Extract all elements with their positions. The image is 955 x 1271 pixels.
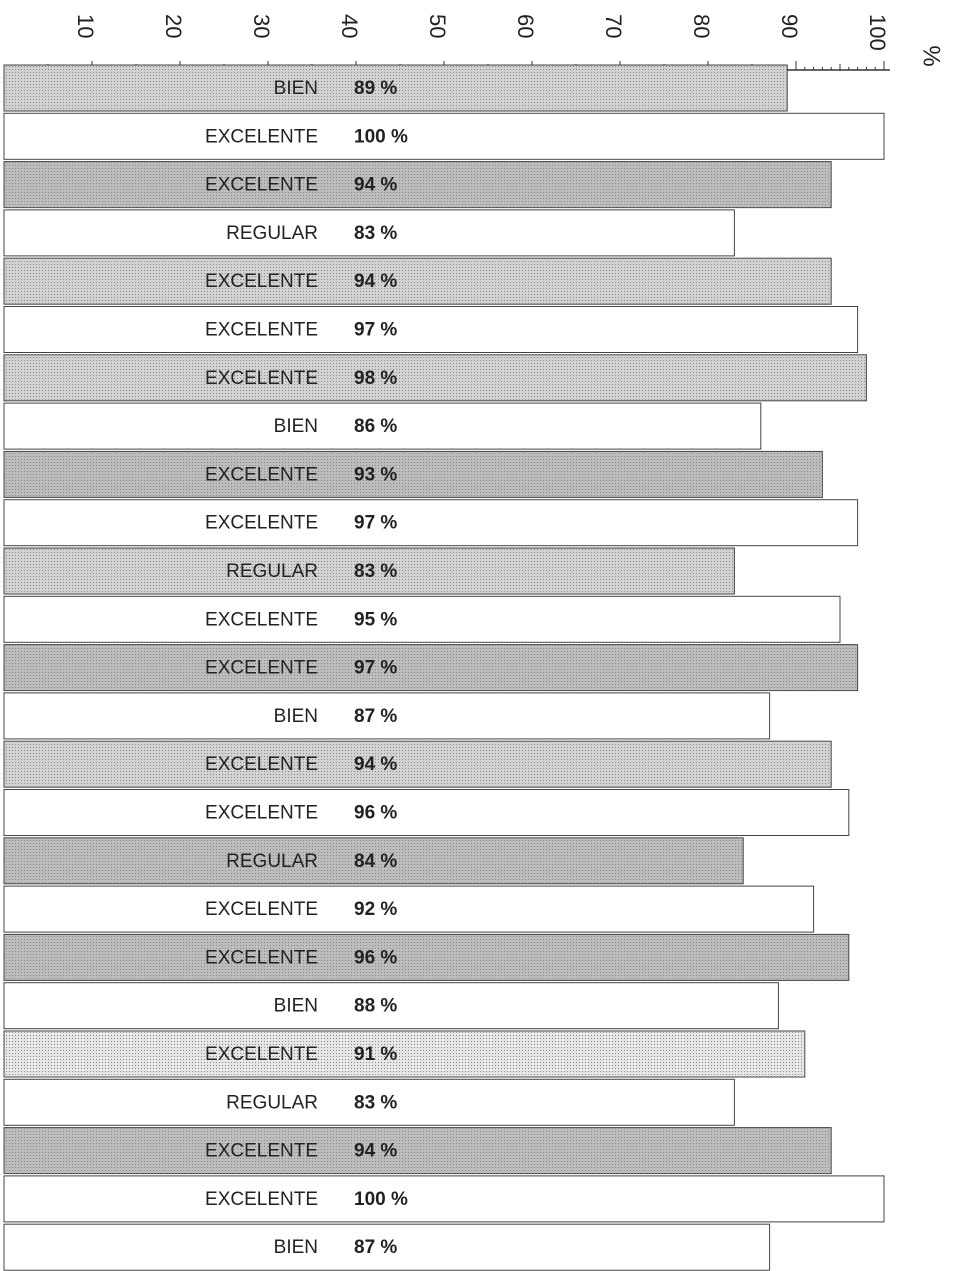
x-tick-label: 20 [161,14,187,39]
bar-row [4,983,778,1029]
bar-value-label: 98 % [354,367,398,389]
bar-rating-label: BIEN [273,1237,318,1259]
bar [4,886,814,932]
bar-texture [4,934,849,980]
x-tick-label: 60 [513,14,539,39]
bar-value-label: 87 % [354,1237,398,1259]
bar-rating-label: EXCELENTE [205,899,318,921]
bar-rating-label: BIEN [273,705,318,727]
x-tick-label: 30 [249,14,275,39]
bar-rating-label: EXCELENTE [205,609,318,631]
bar-row [4,886,814,932]
bar-value-label: 100 % [354,1188,408,1210]
bar-value-label: 94 % [354,1140,398,1162]
bar-rating-label: REGULAR [226,1092,318,1114]
axis-unit-label: % [917,45,945,67]
bar-rating-label: REGULAR [226,561,318,583]
x-tick-label: 100 [865,14,891,51]
x-tick-label: 80 [689,14,715,39]
bar-rating-label: EXCELENTE [205,367,318,389]
bar-row [4,355,866,401]
bar-row [4,500,858,546]
bar-texture [4,741,831,787]
bar-rating-label: EXCELENTE [205,1140,318,1162]
bar-rating-label: EXCELENTE [205,271,318,293]
bar-row [4,790,849,836]
bar-texture [4,645,858,691]
bar-value-label: 95 % [354,609,398,631]
bar-row [4,113,884,159]
bar-row [4,1224,770,1270]
bar-rating-label: BIEN [273,416,318,438]
bar-row [4,741,831,787]
bar-texture [4,258,831,304]
x-axis [13,14,890,70]
bar-row [4,1128,831,1174]
bar-value-label: 97 % [354,512,398,534]
x-tick-label: 10 [73,14,99,39]
bar-rating-label: EXCELENTE [205,464,318,486]
bar-row [4,451,822,497]
x-tick-label: 40 [337,14,363,39]
bar-rating-label: EXCELENTE [205,657,318,679]
bar-rating-label: REGULAR [226,850,318,872]
bar-row [4,258,831,304]
bar-row [4,1031,805,1077]
bar-value-label: 96 % [354,802,398,824]
bar-rating-label: EXCELENTE [205,174,318,196]
bar-value-label: 83 % [354,561,398,583]
bar-rating-label: EXCELENTE [205,512,318,534]
bar-rating-label: EXCELENTE [205,1044,318,1066]
bar-value-label: 100 % [354,126,408,148]
bar [4,500,858,546]
bar-row [4,403,761,449]
bar-value-label: 93 % [354,464,398,486]
bar-rating-label: REGULAR [226,222,318,244]
bar-texture [4,162,831,208]
bar-row [4,548,734,594]
bar-row [4,162,831,208]
bar-row [4,596,840,642]
bars [4,65,884,1270]
bar-row [4,210,734,256]
x-tick-label: 90 [777,14,803,39]
bar-texture [4,1031,805,1077]
bar-value-label: 83 % [354,222,398,244]
bar-value-label: 86 % [354,416,398,438]
bar-rating-label: EXCELENTE [205,947,318,969]
bar-texture [4,451,822,497]
bar-rating-label: EXCELENTE [205,754,318,776]
bar [4,790,849,836]
bar-value-label: 97 % [354,657,398,679]
bar-row [4,307,858,353]
bar-value-label: 97 % [354,319,398,341]
bar-row [4,934,849,980]
bar-rating-label: BIEN [273,995,318,1017]
bar-value-label: 84 % [354,850,398,872]
bar-rating-label: EXCELENTE [205,802,318,824]
bar [4,113,884,159]
bar [4,1176,884,1222]
bar-value-label: 87 % [354,705,398,727]
bar-value-label: 94 % [354,174,398,196]
x-tick-label: 70 [601,14,627,39]
bar-row [4,1079,734,1125]
bar-value-label: 96 % [354,947,398,969]
bar-value-label: 89 % [354,78,398,100]
bar-texture [4,1128,831,1174]
bar-rating-label: BIEN [273,78,318,100]
bar-value-label: 94 % [354,754,398,776]
bar-row [4,65,787,111]
bar-row [4,1176,884,1222]
bar-row [4,838,743,884]
bar-value-label: 92 % [354,899,398,921]
bar [4,307,858,353]
bar-row [4,645,858,691]
bar-rating-label: EXCELENTE [205,319,318,341]
bar-rating-label: EXCELENTE [205,126,318,148]
bar-value-label: 91 % [354,1044,398,1066]
bar-texture [4,355,866,401]
bar-value-label: 94 % [354,271,398,293]
bar-value-label: 83 % [354,1092,398,1114]
x-tick-label: 50 [425,14,451,39]
bar-rating-label: EXCELENTE [205,1188,318,1210]
bar-row [4,693,770,739]
bar [4,596,840,642]
bar-value-label: 88 % [354,995,398,1017]
